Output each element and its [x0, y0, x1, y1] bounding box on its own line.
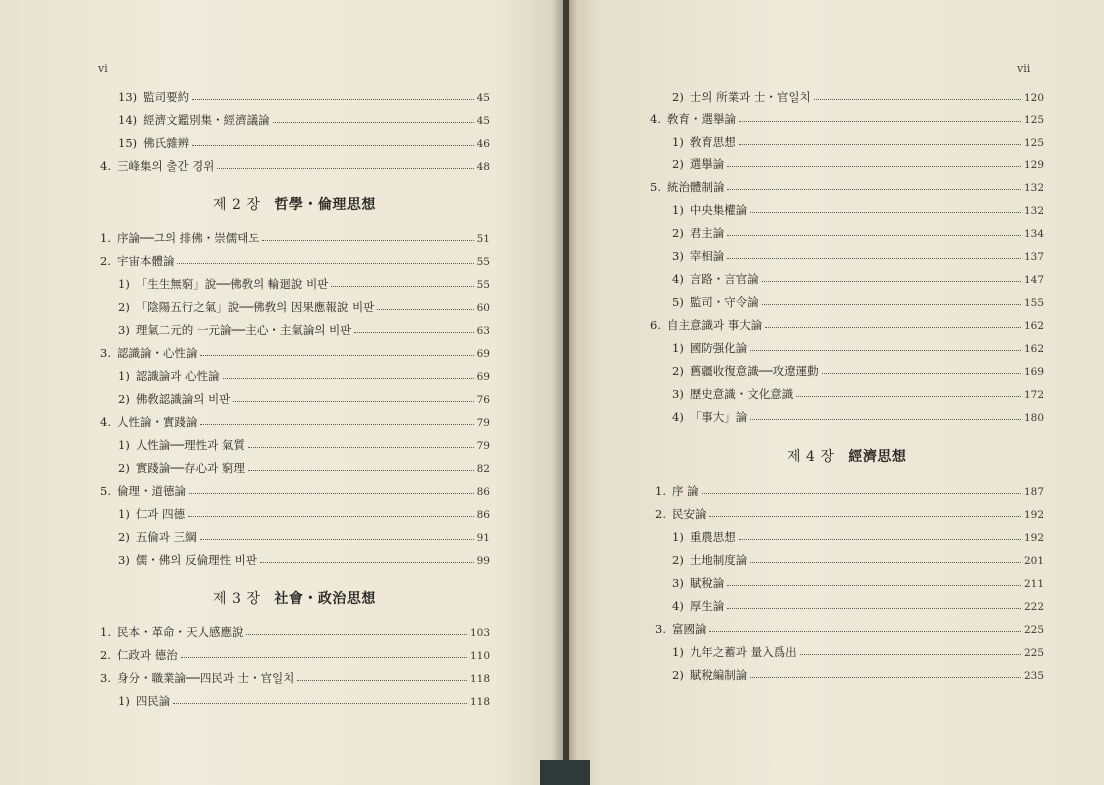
- entry-title: 佛氏雜辨: [143, 136, 190, 150]
- entry-title: 賦稅論: [689, 576, 725, 590]
- leader-dots: [260, 553, 474, 563]
- page-number: vii: [1017, 62, 1031, 75]
- entry-page-number: 211: [1023, 578, 1044, 590]
- entry-number: 1): [118, 277, 130, 291]
- toc-entry: [672, 341, 1044, 356]
- leader-dots: [273, 113, 474, 123]
- entry-title: 四民論: [135, 694, 171, 708]
- toc-entry: [100, 159, 490, 174]
- entry-title: 佛敎認識論의 비판: [135, 392, 231, 406]
- entry-number: 4): [672, 410, 684, 424]
- toc-entry: [672, 576, 1044, 591]
- toc-entry: [100, 415, 490, 430]
- leader-dots: [262, 231, 473, 241]
- entry-title: 敎育思想: [689, 135, 736, 149]
- toc-entry: [118, 323, 490, 338]
- toc-entry: [650, 318, 1044, 333]
- entry-number: 6.: [650, 318, 661, 332]
- entry-page-number: 147: [1023, 274, 1044, 286]
- entry-title: 倫理・道德論: [116, 484, 186, 498]
- entry-title: 宇宙本體論: [116, 254, 175, 268]
- entry-title: 土地制度論: [689, 553, 748, 567]
- entry-number: 2): [672, 90, 684, 104]
- leader-dots: [727, 157, 1021, 167]
- toc-entry: [672, 410, 1044, 425]
- leader-dots: [727, 249, 1021, 259]
- toc-entry: [672, 226, 1044, 241]
- entry-page-number: 118: [469, 673, 490, 685]
- entry-number: 2): [672, 157, 684, 171]
- toc-entry: [118, 507, 490, 522]
- leader-dots: [727, 226, 1021, 236]
- leader-dots: [750, 341, 1021, 351]
- leader-dots: [188, 507, 474, 517]
- leader-dots: [297, 671, 467, 681]
- leader-dots: [739, 112, 1021, 122]
- entry-page-number: 132: [1023, 182, 1044, 194]
- entry-page-number: 180: [1023, 412, 1044, 424]
- toc-entry: [118, 277, 490, 292]
- entry-number: 1): [118, 694, 130, 708]
- leader-dots: [181, 648, 467, 658]
- leader-dots: [246, 625, 466, 635]
- entry-title: 仁과 四德: [135, 507, 186, 521]
- toc-entry: [650, 112, 1044, 127]
- entry-number: 15): [118, 136, 138, 150]
- entry-title: 統治體制論: [666, 180, 725, 194]
- entry-title: 三峰集의 출간 경위: [116, 159, 215, 173]
- entry-page-number: 86: [476, 509, 490, 521]
- entry-number: 4): [672, 599, 684, 613]
- entry-title: 國防强化論: [689, 341, 748, 355]
- entry-page-number: 118: [469, 696, 490, 708]
- entry-number: 5): [672, 295, 684, 309]
- toc-entry: [118, 438, 490, 453]
- leader-dots: [354, 323, 473, 333]
- entry-title: 人性論・實踐論: [116, 415, 198, 429]
- entry-title: 士의 所業과 士・官일치: [689, 90, 811, 104]
- leader-dots: [765, 318, 1021, 328]
- entry-number: 5.: [650, 180, 661, 194]
- entry-number: 2): [118, 300, 130, 314]
- toc-entry: [100, 346, 490, 361]
- chapter-title: 社會・政治思想: [274, 591, 376, 607]
- entry-title: 中央集權論: [689, 203, 748, 217]
- leader-dots: [248, 438, 474, 448]
- leader-dots: [727, 180, 1020, 190]
- toc-entry: [650, 180, 1044, 195]
- toc-entry: [655, 507, 1044, 522]
- entry-number: 1): [672, 135, 684, 149]
- leader-dots: [750, 410, 1021, 420]
- toc-entry: [672, 203, 1044, 218]
- chapter-heading: [213, 194, 376, 214]
- entry-number: 2): [118, 392, 130, 406]
- entry-page-number: 45: [476, 92, 490, 104]
- toc-entry: [672, 272, 1044, 287]
- entry-title: 民安論: [671, 507, 707, 521]
- entry-title: 君主論: [689, 226, 725, 240]
- leader-dots: [233, 392, 473, 402]
- entry-title: 經濟文鑑別集・經濟議論: [143, 113, 270, 127]
- entry-number: 2): [118, 530, 130, 544]
- leader-dots: [200, 346, 473, 356]
- entry-number: 5.: [100, 484, 111, 498]
- toc-entry: [672, 668, 1044, 683]
- entry-number: 3): [118, 323, 130, 337]
- leader-dots: [223, 369, 474, 379]
- toc-entry: [672, 157, 1044, 172]
- toc-entry: [118, 369, 490, 384]
- entry-page-number: 60: [476, 302, 490, 314]
- leader-dots: [177, 254, 473, 264]
- entry-number: 14): [118, 113, 138, 127]
- toc-entry: [672, 553, 1044, 568]
- entry-page-number: 69: [476, 348, 490, 360]
- book-gutter: [563, 0, 569, 785]
- entry-number: 13): [118, 90, 138, 104]
- entry-page-number: 125: [1023, 137, 1044, 149]
- entry-title: 監司要約: [143, 90, 190, 104]
- entry-number: 3.: [100, 346, 111, 360]
- entry-page-number: 201: [1023, 555, 1044, 567]
- entry-title: 認識論・心性論: [116, 346, 198, 360]
- entry-title: 選擧論: [689, 157, 725, 171]
- entry-page-number: 63: [476, 325, 490, 337]
- toc-entry: [118, 694, 490, 709]
- entry-number: 1.: [655, 484, 666, 498]
- entry-title: 九年之蓄과 量入爲出: [689, 645, 797, 659]
- leader-dots: [750, 553, 1021, 563]
- entry-title: 自主意識과 事大論: [666, 318, 763, 332]
- entry-title: 敎育・選擧論: [666, 112, 736, 126]
- entry-number: 4.: [100, 415, 111, 429]
- leader-dots: [173, 694, 467, 704]
- toc-entry: [100, 254, 490, 269]
- entry-title: 人性論──理性과 氣質: [135, 438, 245, 452]
- toc-entry: [100, 231, 490, 246]
- entry-title: 實踐論──存心과 窮理: [135, 461, 245, 475]
- entry-title: 宰相論: [689, 249, 725, 263]
- leader-dots: [750, 668, 1021, 678]
- entry-page-number: 69: [476, 371, 490, 383]
- book-spine: [540, 760, 590, 785]
- entry-page-number: 86: [476, 486, 490, 498]
- entry-page-number: 187: [1023, 486, 1044, 498]
- chapter-number: 제 3 장: [213, 591, 261, 607]
- entry-title: 「生生無窮」說──佛敎의 輪廻說 비판: [135, 277, 329, 291]
- leader-dots: [331, 277, 473, 287]
- page-number: vi: [98, 62, 108, 75]
- entry-page-number: 120: [1023, 92, 1044, 104]
- entry-page-number: 91: [476, 532, 490, 544]
- entry-page-number: 132: [1023, 205, 1044, 217]
- entry-page-number: 46: [476, 138, 490, 150]
- chapter-title: 經濟思想: [848, 449, 907, 465]
- toc-entry: [672, 364, 1044, 379]
- entry-title: 監司・守令論: [689, 295, 759, 309]
- leader-dots: [739, 135, 1021, 145]
- entry-page-number: 51: [476, 233, 490, 245]
- entry-number: 2): [672, 668, 684, 682]
- leader-dots: [217, 159, 473, 169]
- entry-number: 1): [672, 645, 684, 659]
- entry-number: 1.: [100, 231, 111, 245]
- entry-page-number: 162: [1023, 343, 1044, 355]
- leader-dots: [800, 645, 1021, 655]
- toc-entry: [118, 300, 490, 315]
- entry-number: 1.: [100, 625, 111, 639]
- leader-dots: [727, 576, 1021, 586]
- entry-number: 3): [672, 387, 684, 401]
- entry-number: 3): [672, 249, 684, 263]
- toc-entry: [100, 648, 490, 663]
- leader-dots: [702, 484, 1021, 494]
- entry-title: 「事大」論: [689, 410, 748, 424]
- leader-dots: [739, 530, 1021, 540]
- toc-entry: [655, 484, 1044, 499]
- leader-dots: [709, 622, 1020, 632]
- toc-entry: [672, 387, 1044, 402]
- entry-page-number: 169: [1023, 366, 1044, 378]
- leader-dots: [200, 415, 473, 425]
- leader-dots: [762, 295, 1021, 305]
- entry-title: 序論──그의 排佛・崇儒태도: [116, 231, 260, 245]
- entry-page-number: 45: [476, 115, 490, 127]
- entry-title: 「陰陽五行之氣」說──佛敎의 因果應報說 비판: [135, 300, 375, 314]
- entry-page-number: 222: [1023, 601, 1044, 613]
- entry-title: 言路・言官論: [689, 272, 759, 286]
- entry-page-number: 48: [476, 161, 490, 173]
- toc-entry: [118, 461, 490, 476]
- toc-entry: [118, 530, 490, 545]
- toc-entry: [672, 599, 1044, 614]
- entry-number: 1): [672, 341, 684, 355]
- entry-title: 富國論: [671, 622, 707, 636]
- entry-number: 4): [672, 272, 684, 286]
- entry-page-number: 235: [1023, 670, 1044, 682]
- toc-entry: [100, 484, 490, 499]
- leader-dots: [822, 364, 1021, 374]
- entry-title: 理氣二元的 一元論──主心・主氣論의 비판: [135, 323, 352, 337]
- entry-title: 身分・職業論──四民과 士・官일치: [116, 671, 295, 685]
- entry-number: 1): [118, 507, 130, 521]
- entry-page-number: 134: [1023, 228, 1044, 240]
- entry-number: 2.: [100, 648, 111, 662]
- toc-entry: [672, 135, 1044, 150]
- toc-entry: [672, 530, 1044, 545]
- entry-number: 3.: [100, 671, 111, 685]
- entry-title: 厚生論: [689, 599, 725, 613]
- toc-entry: [655, 622, 1044, 637]
- entry-page-number: 76: [476, 394, 490, 406]
- entry-number: 3): [672, 576, 684, 590]
- entry-title: 序 論: [671, 484, 699, 498]
- leader-dots: [762, 272, 1021, 282]
- entry-number: 3.: [655, 622, 666, 636]
- toc-entry: [672, 645, 1044, 660]
- entry-number: 2.: [655, 507, 666, 521]
- entry-number: 1): [118, 369, 130, 383]
- chapter-title: 哲學・倫理思想: [274, 197, 376, 213]
- entry-page-number: 103: [469, 627, 490, 639]
- entry-number: 2): [672, 226, 684, 240]
- leader-dots: [189, 484, 474, 494]
- entry-number: 2): [672, 364, 684, 378]
- entry-title: 儒・佛의 反倫理性 비판: [135, 553, 257, 567]
- leader-dots: [709, 507, 1020, 517]
- entry-number: 2): [118, 461, 130, 475]
- entry-page-number: 55: [476, 256, 490, 268]
- entry-title: 五倫과 三綱: [135, 530, 197, 544]
- entry-title: 歷史意識・文化意識: [689, 387, 794, 401]
- entry-number: 1): [118, 438, 130, 452]
- toc-entry: [100, 625, 490, 640]
- entry-number: 2.: [100, 254, 111, 268]
- entry-page-number: 110: [469, 650, 490, 662]
- toc-entry: [118, 392, 490, 407]
- entry-page-number: 79: [476, 417, 490, 429]
- entry-title: 舊疆收復意識──攻遼運動: [689, 364, 819, 378]
- entry-number: 4.: [100, 159, 111, 173]
- entry-page-number: 55: [476, 279, 490, 291]
- leader-dots: [192, 136, 474, 146]
- entry-title: 仁政과 德治: [116, 648, 178, 662]
- toc-entry: [118, 90, 490, 105]
- leader-dots: [814, 90, 1021, 100]
- leader-dots: [248, 461, 474, 471]
- toc-entry: [100, 671, 490, 686]
- entry-page-number: 162: [1023, 320, 1044, 332]
- toc-entry: [672, 249, 1044, 264]
- entry-title: 認識論과 心性論: [135, 369, 220, 383]
- toc-entry: [118, 113, 490, 128]
- leader-dots: [377, 300, 473, 310]
- entry-page-number: 225: [1023, 624, 1044, 636]
- entry-page-number: 79: [476, 440, 490, 452]
- entry-page-number: 155: [1023, 297, 1044, 309]
- entry-number: 1): [672, 530, 684, 544]
- toc-entry: [672, 295, 1044, 310]
- chapter-number: 제 4 장: [787, 449, 835, 465]
- entry-number: 4.: [650, 112, 661, 126]
- right-page: [567, 0, 1104, 785]
- toc-entry: [118, 553, 490, 568]
- leader-dots: [200, 530, 474, 540]
- entry-number: 1): [672, 203, 684, 217]
- entry-page-number: 82: [476, 463, 490, 475]
- entry-page-number: 99: [476, 555, 490, 567]
- leader-dots: [796, 387, 1021, 397]
- entry-title: 重農思想: [689, 530, 736, 544]
- entry-page-number: 192: [1023, 532, 1044, 544]
- entry-title: 民本・革命・天人感應說: [116, 625, 244, 639]
- chapter-heading: [213, 588, 376, 608]
- entry-page-number: 137: [1023, 251, 1044, 263]
- chapter-heading: [787, 446, 906, 466]
- entry-number: 3): [118, 553, 130, 567]
- toc-entry: [118, 136, 490, 151]
- entry-page-number: 172: [1023, 389, 1044, 401]
- entry-page-number: 125: [1023, 114, 1044, 126]
- leader-dots: [192, 90, 474, 100]
- chapter-number: 제 2 장: [213, 197, 261, 213]
- entry-title: 賦稅編制論: [689, 668, 748, 682]
- entry-number: 2): [672, 553, 684, 567]
- entry-page-number: 129: [1023, 159, 1044, 171]
- toc-entry: [672, 90, 1044, 105]
- leader-dots: [750, 203, 1021, 213]
- entry-page-number: 192: [1023, 509, 1044, 521]
- entry-page-number: 225: [1023, 647, 1044, 659]
- leader-dots: [727, 599, 1021, 609]
